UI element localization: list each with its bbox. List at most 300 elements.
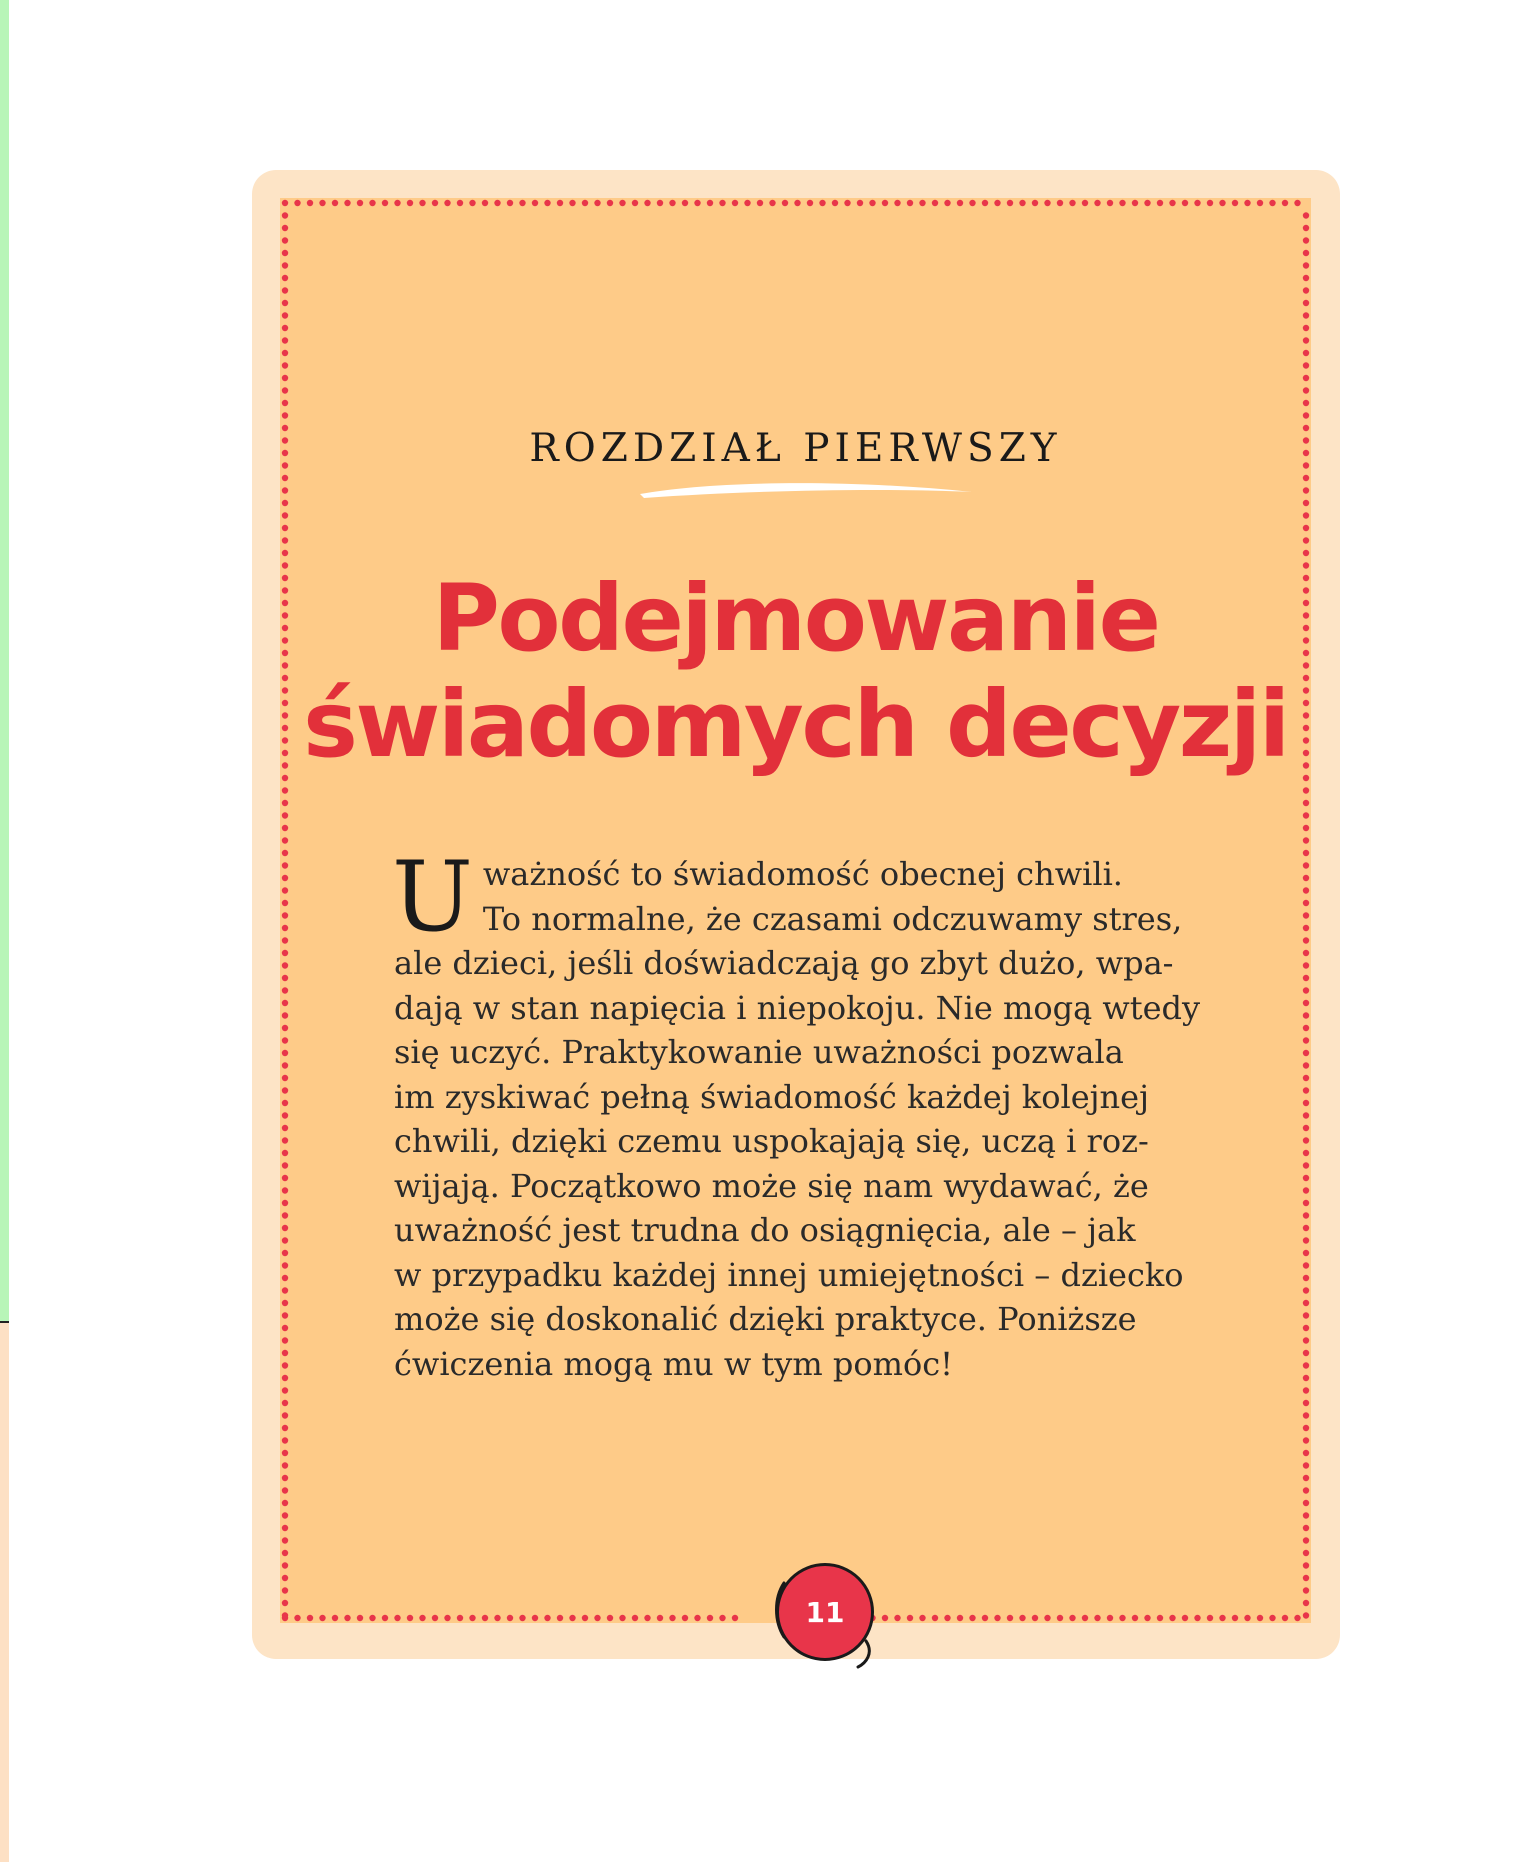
border-dot [282,1187,288,1193]
border-dot [332,200,338,206]
border-dot [282,1062,288,1068]
border-dot [282,1162,288,1168]
border-dot [1303,362,1309,368]
border-dot [1303,337,1309,343]
border-dot [282,237,288,243]
border-dot [282,1350,288,1356]
border-dot [344,200,350,206]
border-dot [282,1200,288,1206]
border-dot [1303,1212,1309,1218]
border-dot [519,200,525,206]
border-dot [282,962,288,968]
border-dot [282,312,288,318]
border-dot [1303,262,1309,268]
border-dot [1107,1615,1113,1621]
border-dot [1303,1437,1309,1443]
border-dot [282,1375,288,1381]
border-dot [794,200,800,206]
border-dot [419,1615,425,1621]
border-dot [1169,1615,1175,1621]
border-dot [732,1615,738,1621]
border-dot [832,200,838,206]
border-dot [1303,887,1309,893]
border-dot [1303,537,1309,543]
border-dot [282,887,288,893]
border-dot [1303,1512,1309,1518]
border-dot [1303,1350,1309,1356]
border-dot [282,1250,288,1256]
border-dot [444,200,450,206]
body-line: ważność to świadomość obecnej chwili. [482,855,1123,893]
border-dot [1303,1562,1309,1568]
border-dot [569,200,575,206]
left-edge-peach-strip [0,1323,9,1862]
border-dot [1303,900,1309,906]
border-dot [282,975,288,981]
border-dot [994,1615,1000,1621]
border-dot [1303,1150,1309,1156]
border-dot [369,1615,375,1621]
border-dot [1303,1537,1309,1543]
border-dot [1303,1412,1309,1418]
border-dot [282,950,288,956]
border-dot [282,1475,288,1481]
border-dot [1303,1337,1309,1343]
body-line: ale dzieci, jeśli doświadczają go zbyt dużo, wpa- [394,944,1174,982]
border-dot [1303,1262,1309,1268]
border-dot [882,200,888,206]
border-dot [1303,412,1309,418]
page-number-badge [776,1563,874,1661]
border-dot [1303,1087,1309,1093]
border-dot [1303,812,1309,818]
border-dot [782,200,788,206]
border-dot [1303,1100,1309,1106]
border-dot [282,1587,288,1593]
border-dot [532,200,538,206]
border-dot [907,200,913,206]
border-dot [1303,525,1309,531]
page-number: 11 [805,1595,845,1629]
border-dot [357,1615,363,1621]
border-dot [1303,1237,1309,1243]
border-dot [894,200,900,206]
border-dot [319,1615,325,1621]
border-dot [1119,200,1125,206]
border-dot [282,1512,288,1518]
border-dot [507,1615,513,1621]
border-dot [282,987,288,993]
border-dot [569,1615,575,1621]
border-dot [432,1615,438,1621]
border-dot [1303,250,1309,256]
border-dot [1303,400,1309,406]
border-dot [1044,1615,1050,1621]
border-dot [619,200,625,206]
border-dot [282,300,288,306]
border-dot [282,1437,288,1443]
border-dot [482,1615,488,1621]
border-dot [532,1615,538,1621]
chapter-title [280,566,1311,778]
border-dot [282,350,288,356]
border-dot [282,1150,288,1156]
border-dot [294,1615,300,1621]
border-dot [932,200,938,206]
border-dot [1303,1162,1309,1168]
border-dot [282,262,288,268]
border-dot [1269,1615,1275,1621]
border-dot [282,550,288,556]
chapter-card [252,170,1340,1659]
border-dot [1257,1615,1263,1621]
border-dot [332,1615,338,1621]
border-dot [282,1037,288,1043]
border-dot [607,1615,613,1621]
border-dot [469,200,475,206]
border-dot [282,337,288,343]
body-line: wijają. Początkowo może się nam wydawać, że [394,1166,1149,1205]
border-dot [1057,200,1063,206]
border-dot [1303,1325,1309,1331]
border-dot [1303,1300,1309,1306]
border-dot [1132,200,1138,206]
border-dot [282,1500,288,1506]
border-dot [1303,1450,1309,1456]
body-line: im zyskiwać pełną świadomość każdej kolejnej [394,1077,1150,1116]
border-dot [282,1312,288,1318]
border-dot [282,1575,288,1581]
border-dot [282,200,288,206]
border-dot [282,1600,288,1606]
border-dot [957,200,963,206]
border-dot [594,200,600,206]
border-dot [282,900,288,906]
border-dot [594,1615,600,1621]
border-dot [894,1615,900,1621]
border-dot [1219,200,1225,206]
border-dot [1157,1615,1163,1621]
border-dot [1303,1250,1309,1256]
border-dot [957,1615,963,1621]
border-dot [444,1615,450,1621]
body-line: dają w stan napięcia i niepokoju. Nie mogą wtedy [394,988,1201,1027]
border-dot [1303,962,1309,968]
border-dot [1019,200,1025,206]
border-dot [1303,1200,1309,1206]
border-dot [1303,1287,1309,1293]
border-dot [1182,200,1188,206]
border-dot [1303,1525,1309,1531]
border-dot [282,800,288,806]
border-dot [1303,1175,1309,1181]
border-dot [394,200,400,206]
border-dot [669,200,675,206]
border-dot [694,1615,700,1621]
border-dot [1303,1487,1309,1493]
border-dot [1303,1050,1309,1056]
border-dot [282,1425,288,1431]
border-dot [1303,1187,1309,1193]
border-dot [632,200,638,206]
border-dot [282,225,288,231]
border-dot [282,1450,288,1456]
border-dot [282,1012,288,1018]
border-dot [1303,1550,1309,1556]
border-dot [994,200,1000,206]
border-dot [1303,937,1309,943]
border-dot [282,500,288,506]
border-dot [282,912,288,918]
border-dot [282,1212,288,1218]
border-dot [644,200,650,206]
body-line: w przypadku każdej innej umiejętności – dziecko [394,1255,1184,1294]
border-dot [282,1000,288,1006]
border-dot [544,1615,550,1621]
border-dot [919,200,925,206]
border-dot [282,1100,288,1106]
border-dot [282,837,288,843]
border-dot [1303,387,1309,393]
border-dot [719,200,725,206]
border-dot [982,1615,988,1621]
border-dot [507,200,513,206]
border-dot [394,1615,400,1621]
border-dot [1194,200,1200,206]
border-dot [607,200,613,206]
border-dot [1303,350,1309,356]
border-dot [1303,212,1309,218]
border-dot [1303,1312,1309,1318]
border-dot [1303,300,1309,306]
border-dot [282,275,288,281]
border-dot [1303,1025,1309,1031]
border-dot [1019,1615,1025,1621]
border-dot [1303,275,1309,281]
border-dot [544,200,550,206]
border-dot [707,200,713,206]
border-dot [1303,1387,1309,1393]
border-dot [1303,225,1309,231]
border-dot [482,200,488,206]
border-dot [282,1487,288,1493]
border-dot [1303,475,1309,481]
border-dot [282,525,288,531]
border-dot [919,1615,925,1621]
border-dot [357,200,363,206]
border-dot [282,862,288,868]
border-dot [1303,1225,1309,1231]
border-dot [1303,1612,1309,1618]
border-dot [282,212,288,218]
border-dot [1207,1615,1213,1621]
left-edge-green-strip [0,0,9,1322]
border-dot [282,1137,288,1143]
border-dot [1303,1500,1309,1506]
border-dot [1303,1400,1309,1406]
border-dot [969,1615,975,1621]
border-dot [1303,1600,1309,1606]
border-dot [1303,325,1309,331]
border-dot [907,1615,913,1621]
border-dot [282,1325,288,1331]
border-dot [457,1615,463,1621]
border-dot [819,200,825,206]
border-dot [1303,487,1309,493]
border-dot [1303,1137,1309,1143]
border-dot [1303,1075,1309,1081]
border-dot [282,1175,288,1181]
border-dot [1303,312,1309,318]
border-dot [344,1615,350,1621]
border-dot [282,362,288,368]
border-dot [282,1300,288,1306]
border-dot [1069,1615,1075,1621]
border-dot [282,812,288,818]
border-dot [582,200,588,206]
border-dot [382,1615,388,1621]
border-dot [619,1615,625,1621]
border-dot [1303,800,1309,806]
border-dot [1144,1615,1150,1621]
border-dot [282,1225,288,1231]
border-dot [282,850,288,856]
border-dot [1232,200,1238,206]
body-line: uważność jest trudna do osiągnięcia, ale – jak [394,1211,1136,1249]
border-dot [1303,1475,1309,1481]
border-dot [1303,1587,1309,1593]
border-dot [1303,875,1309,881]
border-dot [282,487,288,493]
border-dot [282,1562,288,1568]
border-dot [282,825,288,831]
border-dot [282,1025,288,1031]
border-dot [369,200,375,206]
body-line: ćwiczenia mogą mu w tym pomóc! [394,1344,953,1383]
border-dot [1282,1615,1288,1621]
border-dot [557,200,563,206]
border-dot [494,200,500,206]
border-dot [1094,1615,1100,1621]
border-dot [282,412,288,418]
border-dot [1244,1615,1250,1621]
border-dot [282,1237,288,1243]
border-dot [469,1615,475,1621]
border-dot [1303,1275,1309,1281]
border-dot [282,875,288,881]
border-dot [1269,200,1275,206]
border-dot [1303,1000,1309,1006]
border-dot [282,512,288,518]
border-dot [282,1275,288,1281]
border-dot [857,200,863,206]
border-dot [769,200,775,206]
border-dot [1303,375,1309,381]
border-dot [282,475,288,481]
border-dot [694,200,700,206]
border-dot [657,200,663,206]
border-dot [1169,200,1175,206]
border-dot [282,1262,288,1268]
border-dot [1232,1615,1238,1621]
border-dot [707,1615,713,1621]
border-dot [582,1615,588,1621]
border-dot [282,1537,288,1543]
border-dot [657,1615,663,1621]
border-dot [1182,1615,1188,1621]
border-dot [557,1615,563,1621]
border-dot [1194,1615,1200,1621]
border-dot [1069,200,1075,206]
border-dot [282,1125,288,1131]
border-dot [1303,1375,1309,1381]
border-dot [1294,1615,1300,1621]
border-dot [632,1615,638,1621]
chapter-label: ROZDZIAŁ PIERWSZY [529,426,1062,471]
border-dot [1244,200,1250,206]
border-dot [1082,1615,1088,1621]
border-dot [282,400,288,406]
border-dot [1303,925,1309,931]
border-dot [432,200,438,206]
border-dot [282,325,288,331]
border-dot [744,200,750,206]
border-dot [1207,200,1213,206]
border-dot [1303,1012,1309,1018]
chapter-title-line-2: świadomych decyzji [303,671,1288,778]
border-dot [519,1615,525,1621]
border-dot [869,200,875,206]
border-dot [282,1075,288,1081]
border-dot [1219,1615,1225,1621]
border-dot [1303,912,1309,918]
border-dot [757,200,763,206]
border-dot [1119,1615,1125,1621]
chapter-card-inner [280,198,1311,1629]
chapter-title-line-1: Podejmowanie [432,565,1159,672]
border-dot [807,200,813,206]
body-line: może się doskonalić dzięki praktyce. Poniższe [394,1300,1137,1338]
border-dot [1257,200,1263,206]
border-dot [682,200,688,206]
border-dot [1057,1615,1063,1621]
border-dot [1032,1615,1038,1621]
border-dot [282,1462,288,1468]
border-dot [407,200,413,206]
body-paragraph [392,841,1234,1386]
border-dot [282,287,288,293]
border-dot [294,200,300,206]
border-dot [282,375,288,381]
border-dot [982,200,988,206]
border-dot [969,200,975,206]
border-dot [282,1112,288,1118]
border-dot [1303,950,1309,956]
border-dot [719,1615,725,1621]
body-line: chwili, dzięki czemu uspokajają się, uczą i roz- [394,1122,1149,1160]
border-dot [494,1615,500,1621]
border-dot [307,200,313,206]
border-dot [932,1615,938,1621]
border-dot [282,1387,288,1393]
border-dot [307,1615,313,1621]
border-dot [319,200,325,206]
border-dot [457,200,463,206]
border-dot [1303,550,1309,556]
border-dot [1303,987,1309,993]
body-line: się uczyć. Praktykowanie uważności pozwala [394,1033,1124,1071]
border-dot [282,925,288,931]
